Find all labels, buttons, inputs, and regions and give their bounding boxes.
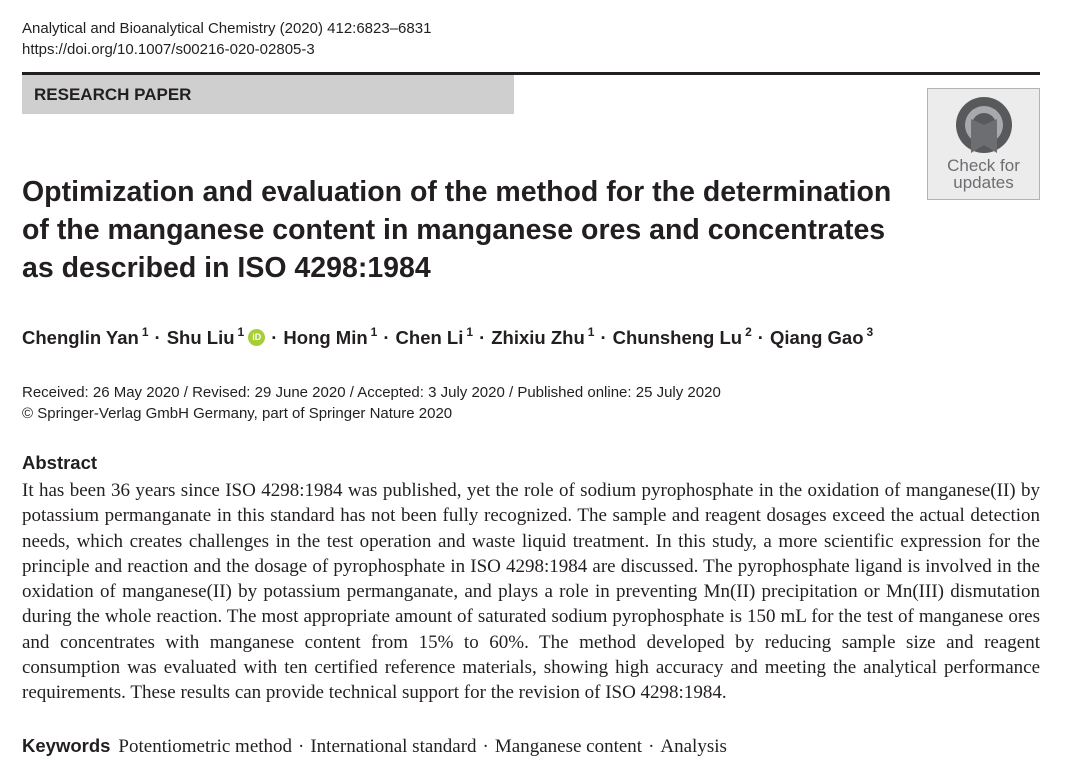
keywords-label: Keywords bbox=[22, 735, 111, 756]
author-affiliation: 3 bbox=[866, 325, 874, 339]
author-name[interactable]: Chen Li bbox=[395, 327, 464, 348]
author-name[interactable]: Shu Liu bbox=[166, 327, 235, 348]
keywords-section bbox=[22, 734, 727, 759]
abstract-text: It has been 36 years since ISO 4298:1984 was published, yet the role of sodium pyrophosphate in the oxidation of manganese(II) by potassium permanganate in this standard has not been fully recognized. The sample and reagent dosages exceed the actual detection needs, which creates challenges in the test operation and waste liquid treatment. In this study, a more scientific expression for the principle and reaction and the dosage of pyrophosphate in ISO 4298:1984 are discussed. The pyrophosphate ligand is involved in the oxidation of manganese(II) by potassium permanganate, and plays a role in preventing Mn(II) precipitation or Mn(III) dismutation during the whole reaction. The most appropriate amount of saturated sodium pyrophosphate is 150 mL for the test of manganese ores and concentrates with manganese content from 15% to 60%. The method developed by reducing sample size and reagent consumption was evaluated with ten certified reference materials, showing high accuracy and meeting the analytical performance requirements. These results can provide technical support for the revision of ISO 4298:1984. bbox=[22, 480, 1040, 704]
author-name[interactable]: Hong Min bbox=[283, 327, 368, 348]
doi-link[interactable]: https://doi.org/10.1007/s00216-020-02805-3 bbox=[22, 41, 315, 58]
keyword-item[interactable]: Potentiometric method bbox=[118, 736, 293, 757]
author-separator: · bbox=[383, 327, 390, 348]
author-affiliation: 2 bbox=[745, 325, 752, 339]
author-affiliation: 1 bbox=[370, 325, 378, 339]
article-type-label: RESEARCH PAPER bbox=[22, 75, 514, 114]
keyword-separator: · bbox=[482, 736, 489, 757]
author-separator: · bbox=[154, 327, 161, 348]
author-name[interactable]: Zhixiu Zhu bbox=[491, 327, 585, 348]
orcid-icon[interactable] bbox=[248, 329, 265, 346]
author-affiliation: 1 bbox=[237, 325, 245, 339]
author-separator: · bbox=[757, 327, 764, 348]
keywords-list bbox=[118, 736, 726, 757]
author-name[interactable]: Qiang Gao bbox=[769, 327, 864, 348]
author-affiliation: 1 bbox=[141, 325, 149, 339]
author-separator: · bbox=[479, 327, 486, 348]
author-name[interactable]: Chunsheng Lu bbox=[612, 327, 743, 348]
keyword-item[interactable]: Analysis bbox=[660, 736, 727, 757]
keyword-separator: · bbox=[298, 736, 305, 757]
check-for-updates-line1: Check for bbox=[947, 156, 1020, 175]
keyword-item[interactable]: International standard bbox=[310, 736, 477, 757]
check-for-updates-line2: updates bbox=[953, 173, 1014, 192]
crossmark-icon bbox=[954, 95, 1014, 155]
author-affiliation: 1 bbox=[587, 325, 595, 339]
author-separator: · bbox=[600, 327, 607, 348]
journal-citation: Analytical and Bioanalytical Chemistry (2020) 412:6823–6831 bbox=[22, 20, 432, 37]
publication-history bbox=[22, 382, 721, 424]
journal-header bbox=[22, 18, 431, 60]
check-for-updates-badge[interactable] bbox=[927, 88, 1040, 200]
author-name[interactable]: Chenglin Yan bbox=[22, 327, 139, 348]
abstract-heading: Abstract bbox=[22, 452, 98, 473]
keyword-item[interactable]: Manganese content bbox=[494, 736, 643, 757]
author-affiliation: 1 bbox=[466, 325, 474, 339]
keyword-separator: · bbox=[648, 736, 655, 757]
copyright-notice: © Springer-Verlag GmbH Germany, part of Springer Nature 2020 bbox=[22, 405, 453, 422]
date-history: Received: 26 May 2020 / Revised: 29 June 2020 / Accepted: 3 July 2020 / Published online: 25 July 2020 bbox=[22, 384, 721, 401]
check-for-updates-text bbox=[928, 157, 1039, 191]
article-title: Optimization and evaluation of the method for the determination of the manganese content in manganese ores and concentrates as described in ISO 4298:1984 bbox=[22, 176, 892, 284]
author-separator: · bbox=[271, 327, 278, 348]
author-list bbox=[22, 318, 873, 352]
orcid-icon-text: iD bbox=[252, 332, 262, 342]
